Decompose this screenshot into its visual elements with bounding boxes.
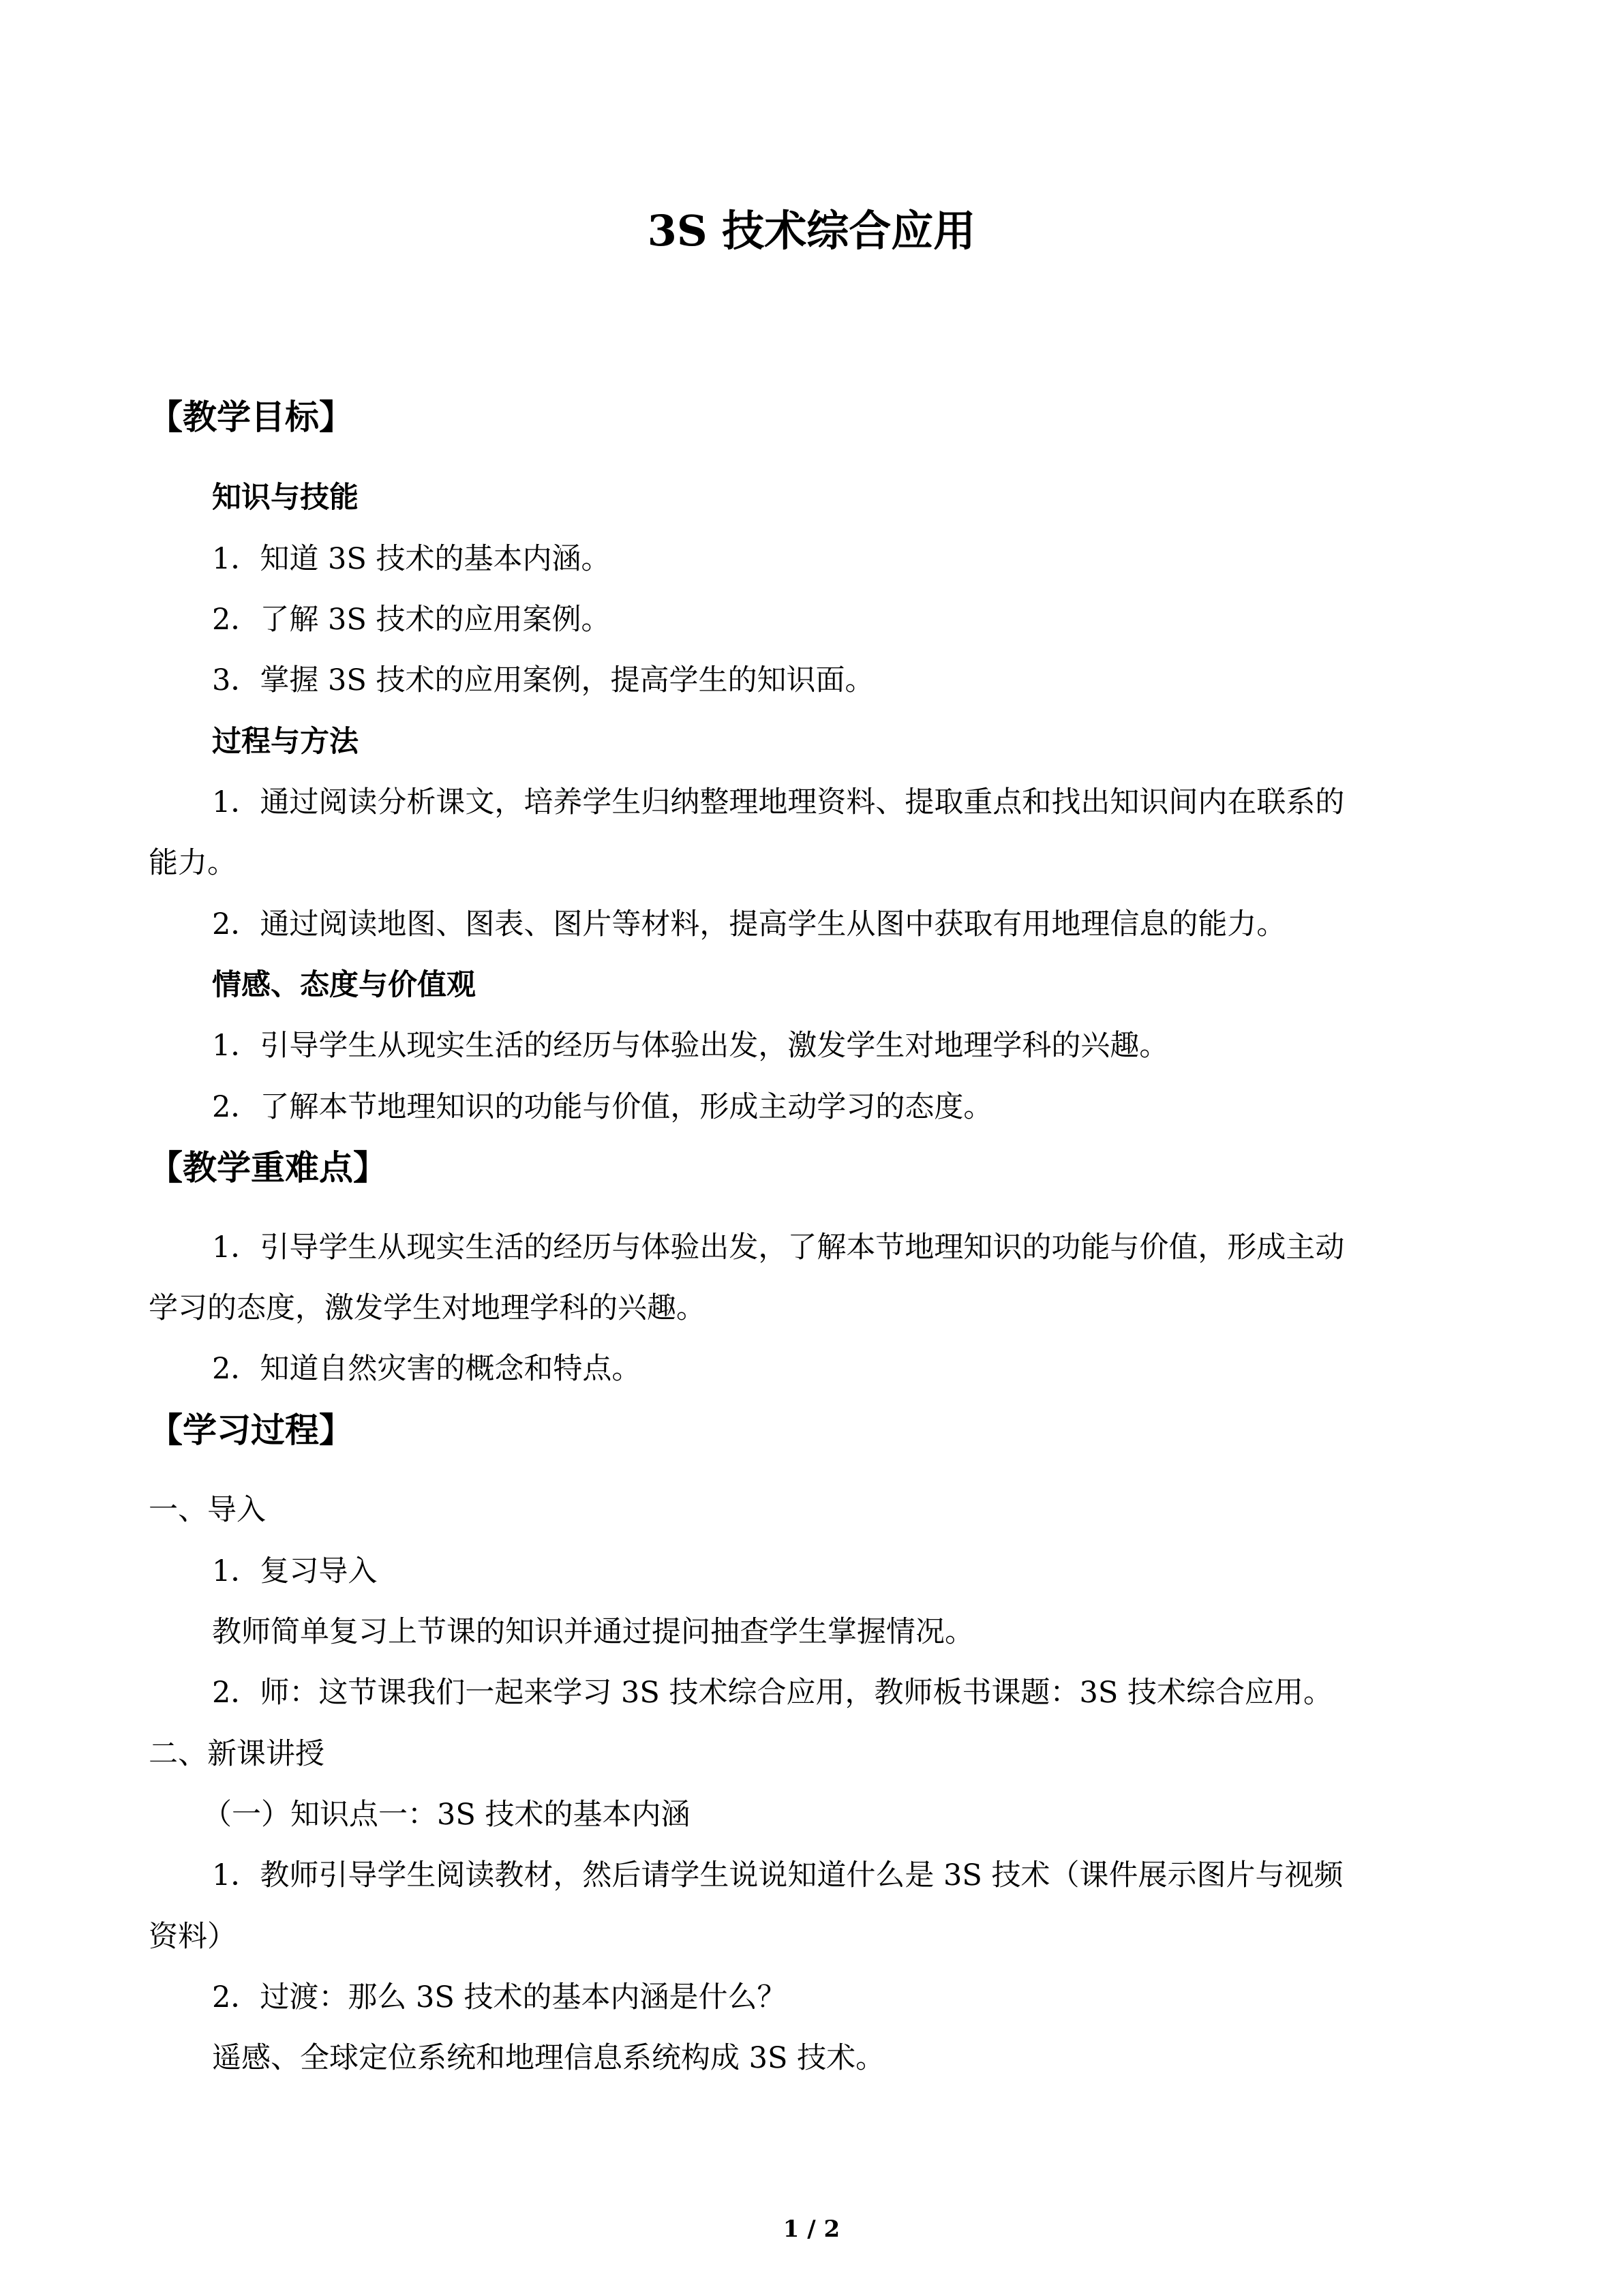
list-item: 3．掌握 3S 技术的应用案例，提高学生的知识面。 — [212, 663, 875, 697]
paragraph-line: 教师简单复习上节课的知识并通过提问抽查学生掌握情况。 — [212, 1615, 974, 1649]
subheading-process-method: 过程与方法 — [212, 725, 359, 759]
paragraph-line: 1．引导学生从现实生活的经历与体验出发，了解本节地理知识的功能与价值，形成主动 — [212, 1230, 1345, 1265]
section-heading-key-points: 【教学重难点】 — [149, 1147, 387, 1188]
list-item: 2．了解 3S 技术的应用案例。 — [212, 603, 611, 637]
list-item: 2．知道自然灾害的概念和特点。 — [212, 1352, 641, 1386]
subheading-knowledge: 知识与技能 — [212, 481, 359, 515]
list-item: 1．知道 3S 技术的基本内涵。 — [212, 542, 611, 576]
list-item: 2．通过阅读地图、图表、图片等材料，提高学生从图中获取有用地理信息的能力。 — [212, 907, 1286, 941]
paragraph-line: 遥感、全球定位系统和地理信息系统构成 3S 技术。 — [212, 2041, 885, 2075]
subheading-intro: 一、导入 — [149, 1493, 266, 1527]
paragraph-line: 1．教师引导学生阅读教材，然后请学生说说知道什么是 3S 技术（课件展示图片与视频 — [212, 1858, 1344, 1892]
page-number: 1 / 2 — [783, 2216, 840, 2243]
list-item: 1．引导学生从现实生活的经历与体验出发，激发学生对地理学科的兴趣。 — [212, 1029, 1169, 1063]
list-item: 2．师：这节课我们一起来学习 3S 技术综合应用，教师板书课题：3S 技术综合应用。 — [212, 1676, 1333, 1710]
paragraph-line: 1．通过阅读分析课文，培养学生归纳整理地理资料、提取重点和找出知识间内在联系的 — [212, 785, 1345, 819]
paragraph-line: 资料） — [149, 1920, 237, 1954]
list-item: 2．过渡：那么 3S 技术的基本内涵是什么？ — [212, 1980, 787, 2014]
section-heading-objectives: 【教学目标】 — [149, 397, 353, 437]
list-item: 2．了解本节地理知识的功能与价值，形成主动学习的态度。 — [212, 1090, 993, 1124]
paragraph-line: 能力。 — [149, 846, 237, 880]
page-title: 3S 技术综合应用 — [647, 206, 976, 256]
paragraph-line: 学习的态度，激发学生对地理学科的兴趣。 — [149, 1291, 706, 1325]
subheading-attitude: 情感、态度与价值观 — [212, 968, 476, 1002]
subheading-new-lesson: 二、新课讲授 — [149, 1737, 324, 1771]
list-item: 1．复习导入 — [212, 1554, 378, 1588]
subheading-point-one: （一）知识点一：3S 技术的基本内涵 — [202, 1798, 691, 1832]
section-heading-process: 【学习过程】 — [149, 1410, 353, 1450]
